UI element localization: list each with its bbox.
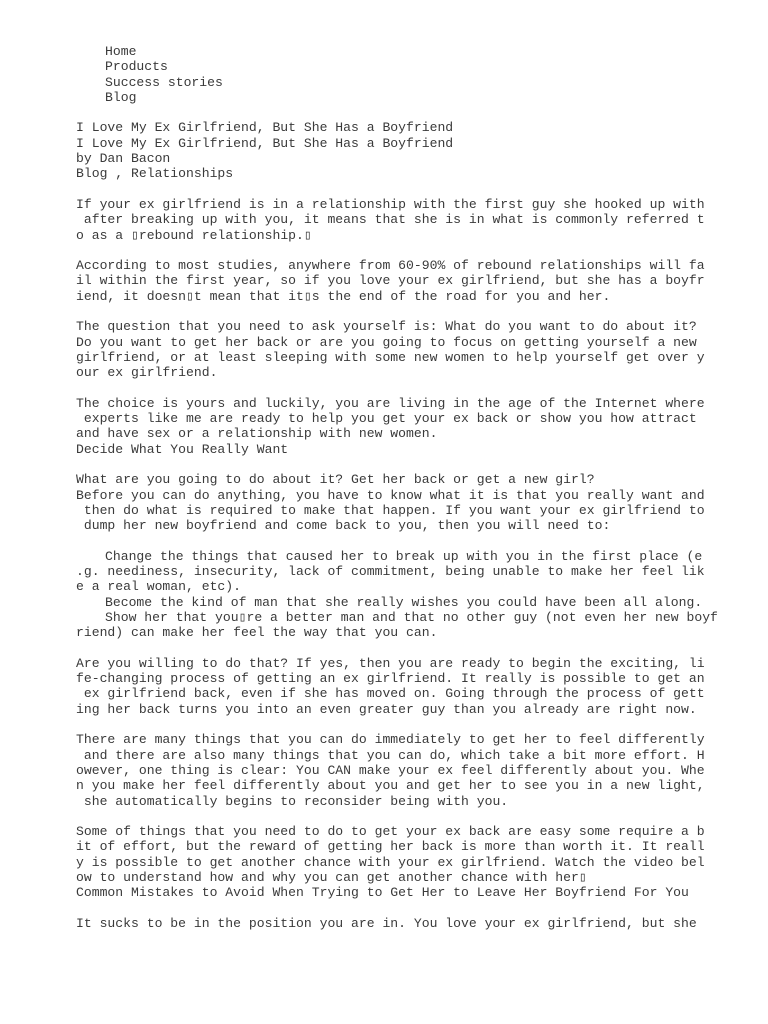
text-line: It sucks to be in the position you are in. You love your ex girlfriend, but she — [76, 915, 697, 931]
nav-link-success-stories[interactable]: Success stories — [105, 74, 223, 90]
author-byline: by Dan Bacon — [76, 151, 171, 167]
section-heading: Decide What You Really Want — [76, 441, 289, 457]
nav-link-products[interactable]: Products — [105, 59, 168, 75]
list-item: Show her that you▯re a better man and that no other guy (not even her new boyf — [105, 609, 718, 625]
site-nav — [76, 44, 716, 105]
article-header — [76, 120, 716, 181]
paragraph-choice — [76, 396, 716, 457]
paragraph-rebound — [76, 197, 716, 243]
section-heading: Common Mistakes to Avoid When Trying to Get Her to Leave Her Boyfriend For You — [76, 885, 689, 901]
spacer — [76, 809, 716, 824]
text-line: our ex girlfriend. — [76, 365, 218, 381]
document-page — [76, 44, 716, 931]
text-line: What are you going to do about it? Get her back or get a new girl? — [76, 472, 595, 488]
paragraph-studies — [76, 258, 716, 304]
text-line: il within the first year, so if you love your ex girlfriend, but she has a boyfr — [76, 273, 705, 289]
spacer — [76, 534, 716, 549]
text-line: owever, one thing is clear: You CAN make your ex feel differently about you. Whe — [76, 762, 705, 778]
text-line: If your ex girlfriend is in a relationship with the first guy she hooked up with — [76, 196, 705, 212]
spacer — [76, 901, 716, 916]
paragraph-question — [76, 319, 716, 380]
text-line: n you make her feel differently about you and get her to see you in a new light, — [76, 778, 705, 794]
paragraph-willing — [76, 656, 716, 717]
text-line: There are many things that you can do immediately to get her to feel differently — [76, 732, 705, 748]
spacer — [76, 243, 716, 258]
list-item: Become the kind of man that she really wishes you could have been all along. — [105, 594, 703, 610]
text-line: Before you can do anything, you have to know what it is that you really want and — [76, 487, 705, 503]
text-line: and there are also many things that you can do, which take a bit more effort. H — [76, 747, 705, 763]
list-item-continued: .g. neediness, insecurity, lack of commitment, being unable to make her feel lik — [76, 564, 705, 580]
page-title: I Love My Ex Girlfriend, But She Has a Boyfriend — [76, 120, 454, 136]
list-item-continued: e a real woman, etc). — [76, 579, 242, 595]
text-line: ing her back turns you into an even greater guy than you already are right now. — [76, 701, 697, 717]
text-line: The question that you need to ask yourself is: What do you want to do about it? — [76, 319, 697, 335]
spacer — [76, 641, 716, 656]
text-line: The choice is yours and luckily, you are living in the age of the Internet where — [76, 395, 705, 411]
text-line: Are you willing to do that? If yes, then you are ready to begin the exciting, li — [76, 655, 705, 671]
spacer — [76, 717, 716, 732]
text-line: she automatically begins to reconsider being with you. — [76, 793, 509, 809]
paragraph-sucks — [76, 916, 716, 931]
paragraph-some-things — [76, 824, 716, 900]
article-title: I Love My Ex Girlfriend, But She Has a Boyfriend — [76, 135, 454, 151]
text-line: girlfriend, or at least sleeping with some new women to help yourself get over y — [76, 349, 705, 365]
text-line: fe-changing process of getting an ex girlfriend. It really is possible to get an — [76, 671, 705, 687]
text-line: dump her new boyfriend and come back to you, then you will need to: — [76, 518, 611, 534]
text-line: o as a ▯rebound relationship.▯ — [76, 227, 312, 243]
spacer — [76, 381, 716, 396]
category-links[interactable]: Blog , Relationships — [76, 166, 234, 182]
nav-link-blog[interactable]: Blog — [105, 89, 137, 105]
text-line: then do what is required to make that happen. If you want your ex girlfriend to — [76, 502, 705, 518]
text-line: and have sex or a relationship with new women. — [76, 426, 438, 442]
spacer — [76, 105, 716, 120]
text-line: Some of things that you need to do to get your ex back are easy some require a b — [76, 824, 705, 840]
list-item: Change the things that caused her to break up with you in the first place (e — [105, 548, 703, 564]
spacer — [76, 304, 716, 319]
text-line: ex girlfriend back, even if she has moved on. Going through the process of gett — [76, 686, 705, 702]
text-line: According to most studies, anywhere from 60-90% of rebound relationships will fa — [76, 258, 705, 274]
paragraph-many-things — [76, 732, 716, 808]
text-line: after breaking up with you, it means that she is in what is commonly referred t — [76, 212, 705, 228]
todo-list — [76, 549, 716, 641]
text-line: it of effort, but the reward of getting her back is more than worth it. It reall — [76, 839, 705, 855]
nav-link-home[interactable]: Home — [105, 44, 137, 59]
text-line: Do you want to get her back or are you going to focus on getting yourself a new — [76, 334, 697, 350]
text-line: experts like me are ready to help you get your ex back or show you how attract — [76, 411, 697, 427]
paragraph-decide — [76, 472, 716, 533]
text-line: ow to understand how and why you can get another chance with her▯ — [76, 870, 587, 886]
text-line: iend, it doesn▯t mean that it▯s the end of the road for you and her. — [76, 288, 611, 304]
list-item-continued: riend) can make her feel the way that you can. — [76, 625, 438, 641]
spacer — [76, 457, 716, 472]
text-line: y is possible to get another chance with your ex girlfriend. Watch the video bel — [76, 854, 705, 870]
spacer — [76, 182, 716, 197]
